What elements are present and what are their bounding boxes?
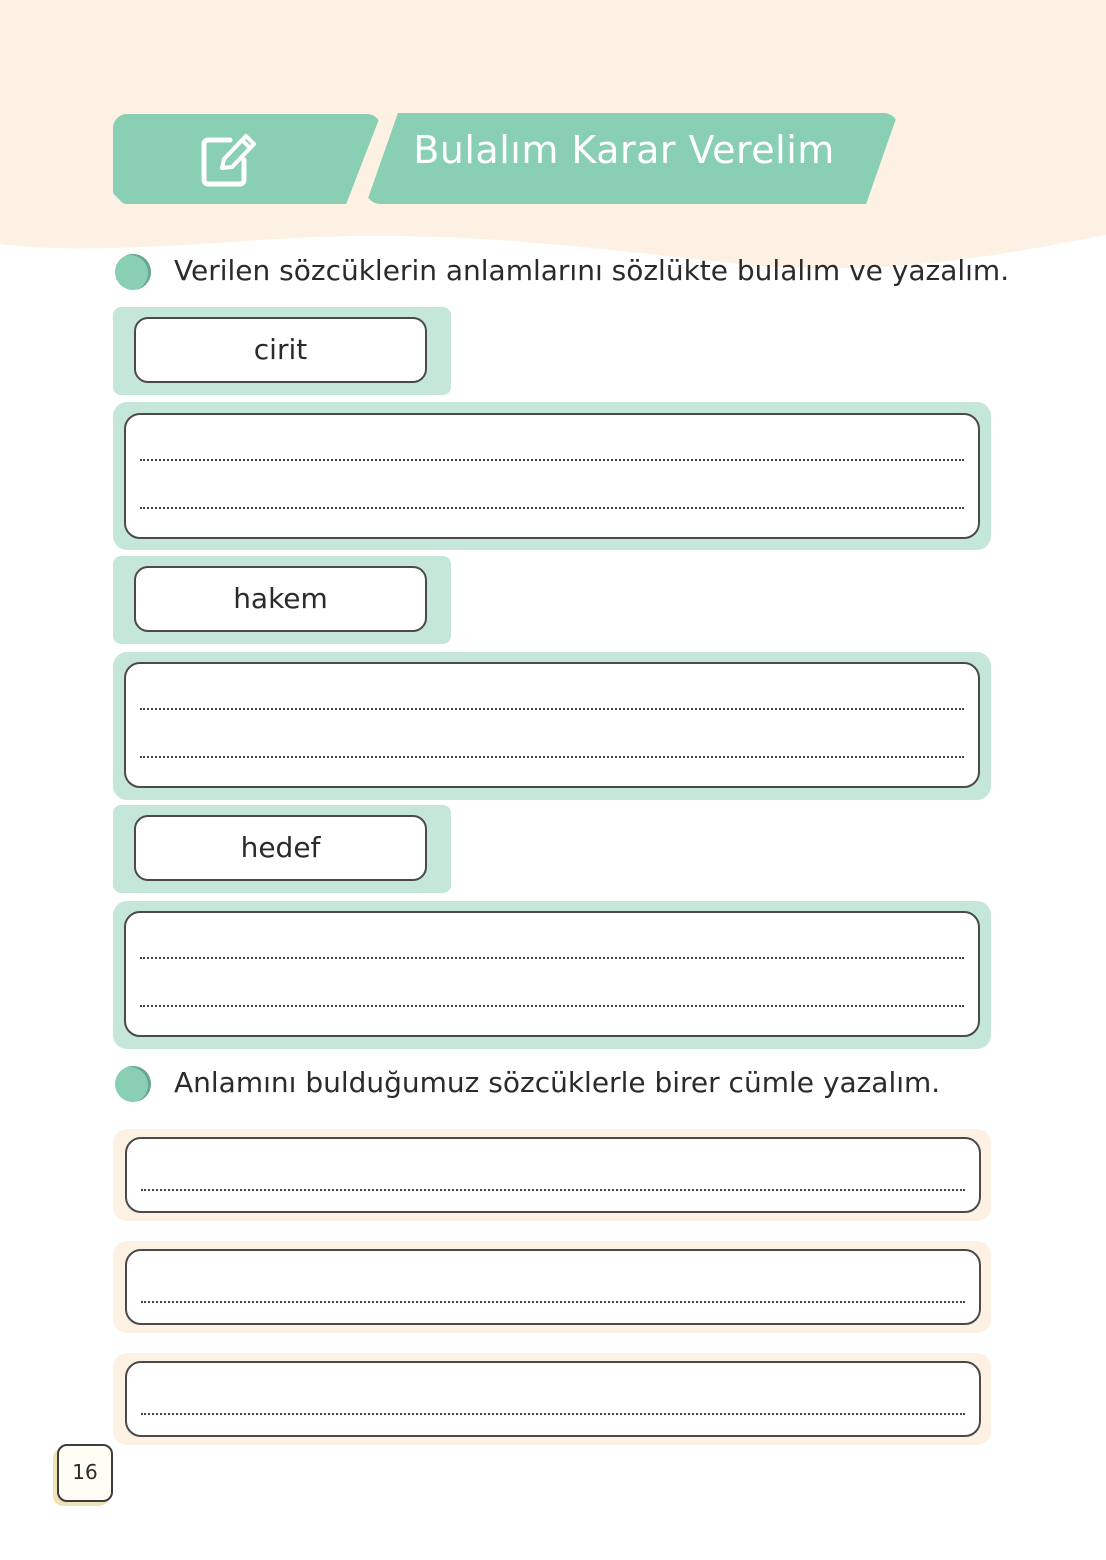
writing-line [140, 708, 964, 710]
answer-field[interactable] [124, 911, 980, 1037]
answer-field[interactable] [124, 413, 980, 539]
writing-line [141, 1413, 965, 1415]
sentence-field[interactable] [125, 1249, 981, 1325]
bullet-icon [115, 1066, 151, 1102]
instruction-1: Verilen sözcüklerin anlamlarını sözlükte bulalım ve yazalım. [174, 254, 1010, 287]
writing-line [140, 957, 964, 959]
word-label: cirit [134, 317, 427, 383]
writing-line [140, 507, 964, 509]
writing-line [140, 459, 964, 461]
word-label: hedef [134, 815, 427, 881]
writing-line [140, 756, 964, 758]
instruction-2: Anlamını bulduğumuz sözcüklerle birer cümle yazalım. [174, 1066, 941, 1099]
page-number: 16 [57, 1444, 113, 1502]
sentence-field[interactable] [125, 1137, 981, 1213]
page-title: Bulalım Karar Verelim [413, 128, 835, 172]
edit-pencil-icon [200, 128, 258, 188]
writing-line [141, 1189, 965, 1191]
bullet-icon [115, 254, 151, 290]
writing-line [141, 1301, 965, 1303]
sentence-field[interactable] [125, 1361, 981, 1437]
writing-line [140, 1005, 964, 1007]
word-label: hakem [134, 566, 427, 632]
answer-field[interactable] [124, 662, 980, 788]
